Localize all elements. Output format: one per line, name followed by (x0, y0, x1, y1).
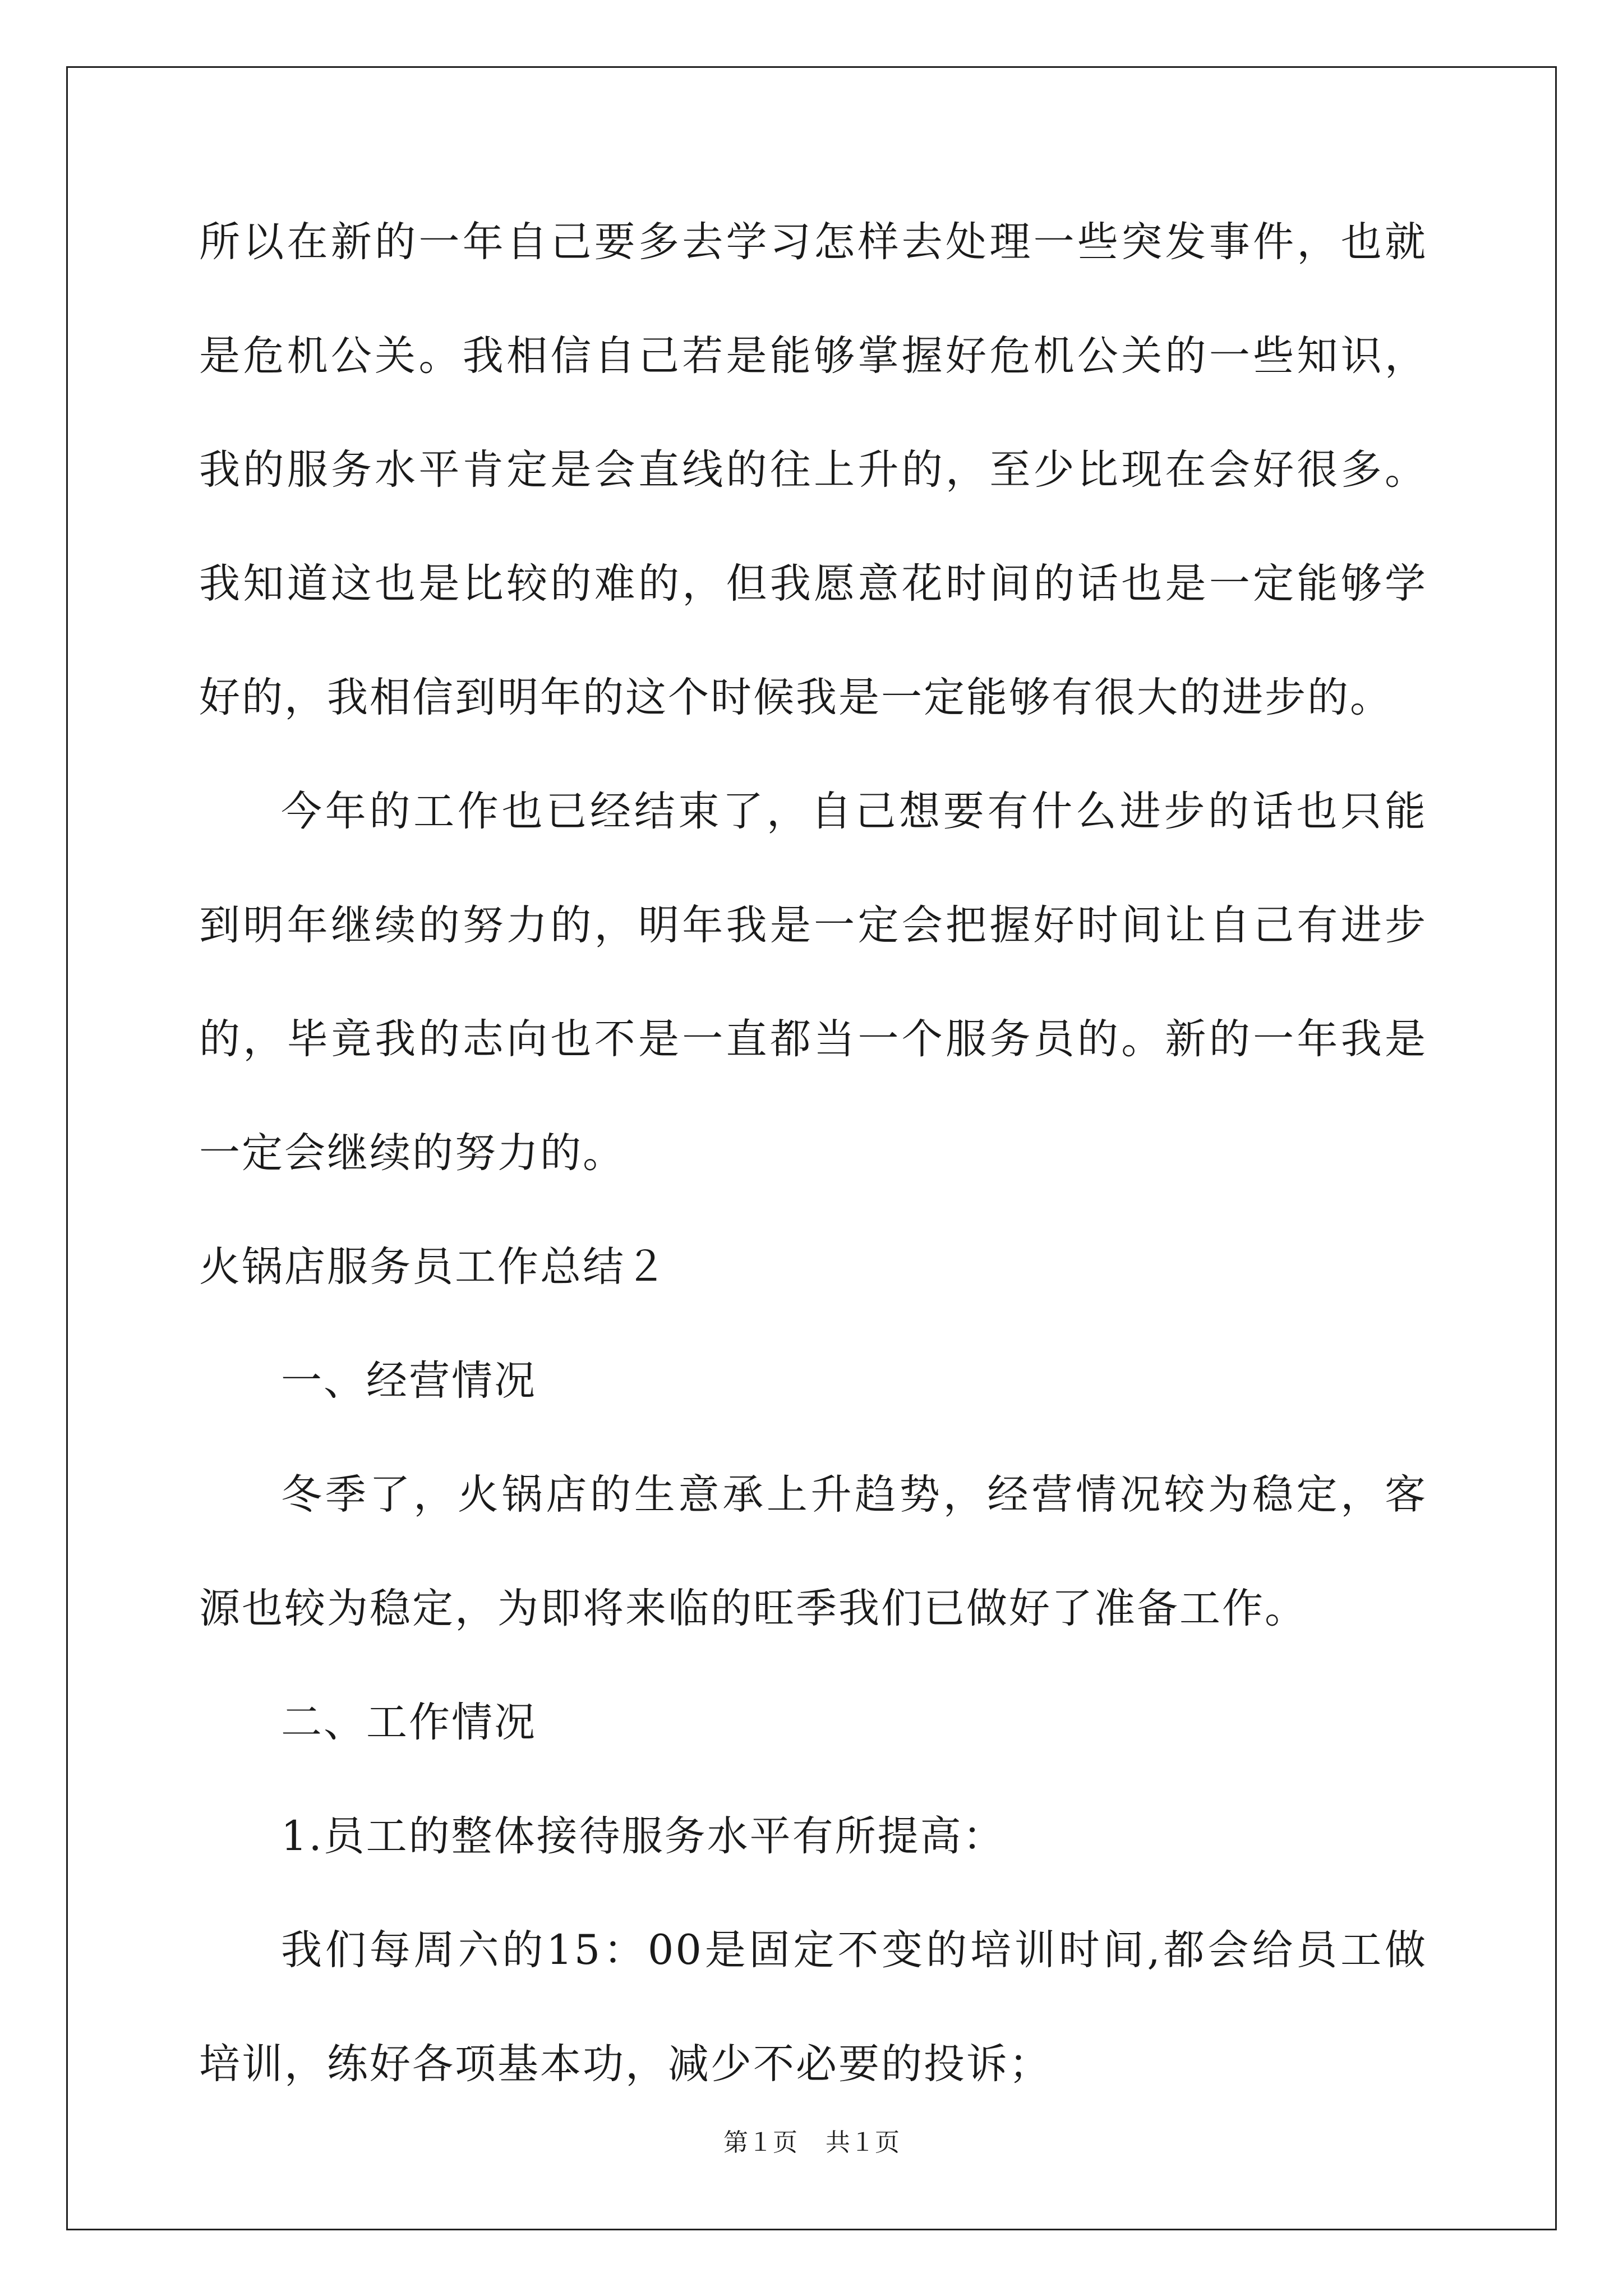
section-title: 火锅店服务员工作总结２ (199, 1243, 668, 1291)
page-number: 第１页 (723, 2128, 797, 2157)
page-footer (0, 2126, 1623, 2160)
paragraph-year-end: 今年的工作也已经结束了，自己想要有什么进步的话也只能到明年继续的努力的，明年我是一定会把握好时间让自己有进步的，毕竟我的志向也不是一直都当一个服务员的。新的一年我是一定会继续的努力的。 (199, 788, 1427, 1177)
document-body (199, 185, 1427, 2121)
paragraph-operations: 冬季了，火锅店的生意承上升趋势，经营情况较为稳定，客源也较为稳定，为即将来临的旺季我们已做好了准备工作。 (199, 1471, 1427, 1632)
paragraph-training: 我们每周六的15：00是固定不变的培训时间,都会给员工做培训，练好各项基本功，减少不必要的投诉； (199, 1926, 1427, 2088)
heading-operations: 一、经营情况 (281, 1357, 537, 1405)
heading-work: 二、工作情况 (281, 1699, 537, 1746)
subheading-service-level: 1.员工的整体接待服务水平有所提高： (281, 1812, 1006, 1860)
paragraph-intro-continuation: 所以在新的一年自己要多去学习怎样去处理一些突发事件，也就是危机公关。我相信自己若是能够掌握好危机公关的一些知识，我的服务水平肯定是会直线的往上升的，至少比现在会好很多。我知道这也是比较的难的，但我愿意花时间的话也是一定能够学好的，我相信到明年的这个时候我是一定能够有很大的进步的。 (199, 218, 1427, 721)
page-total: 共１页 (826, 2128, 900, 2157)
